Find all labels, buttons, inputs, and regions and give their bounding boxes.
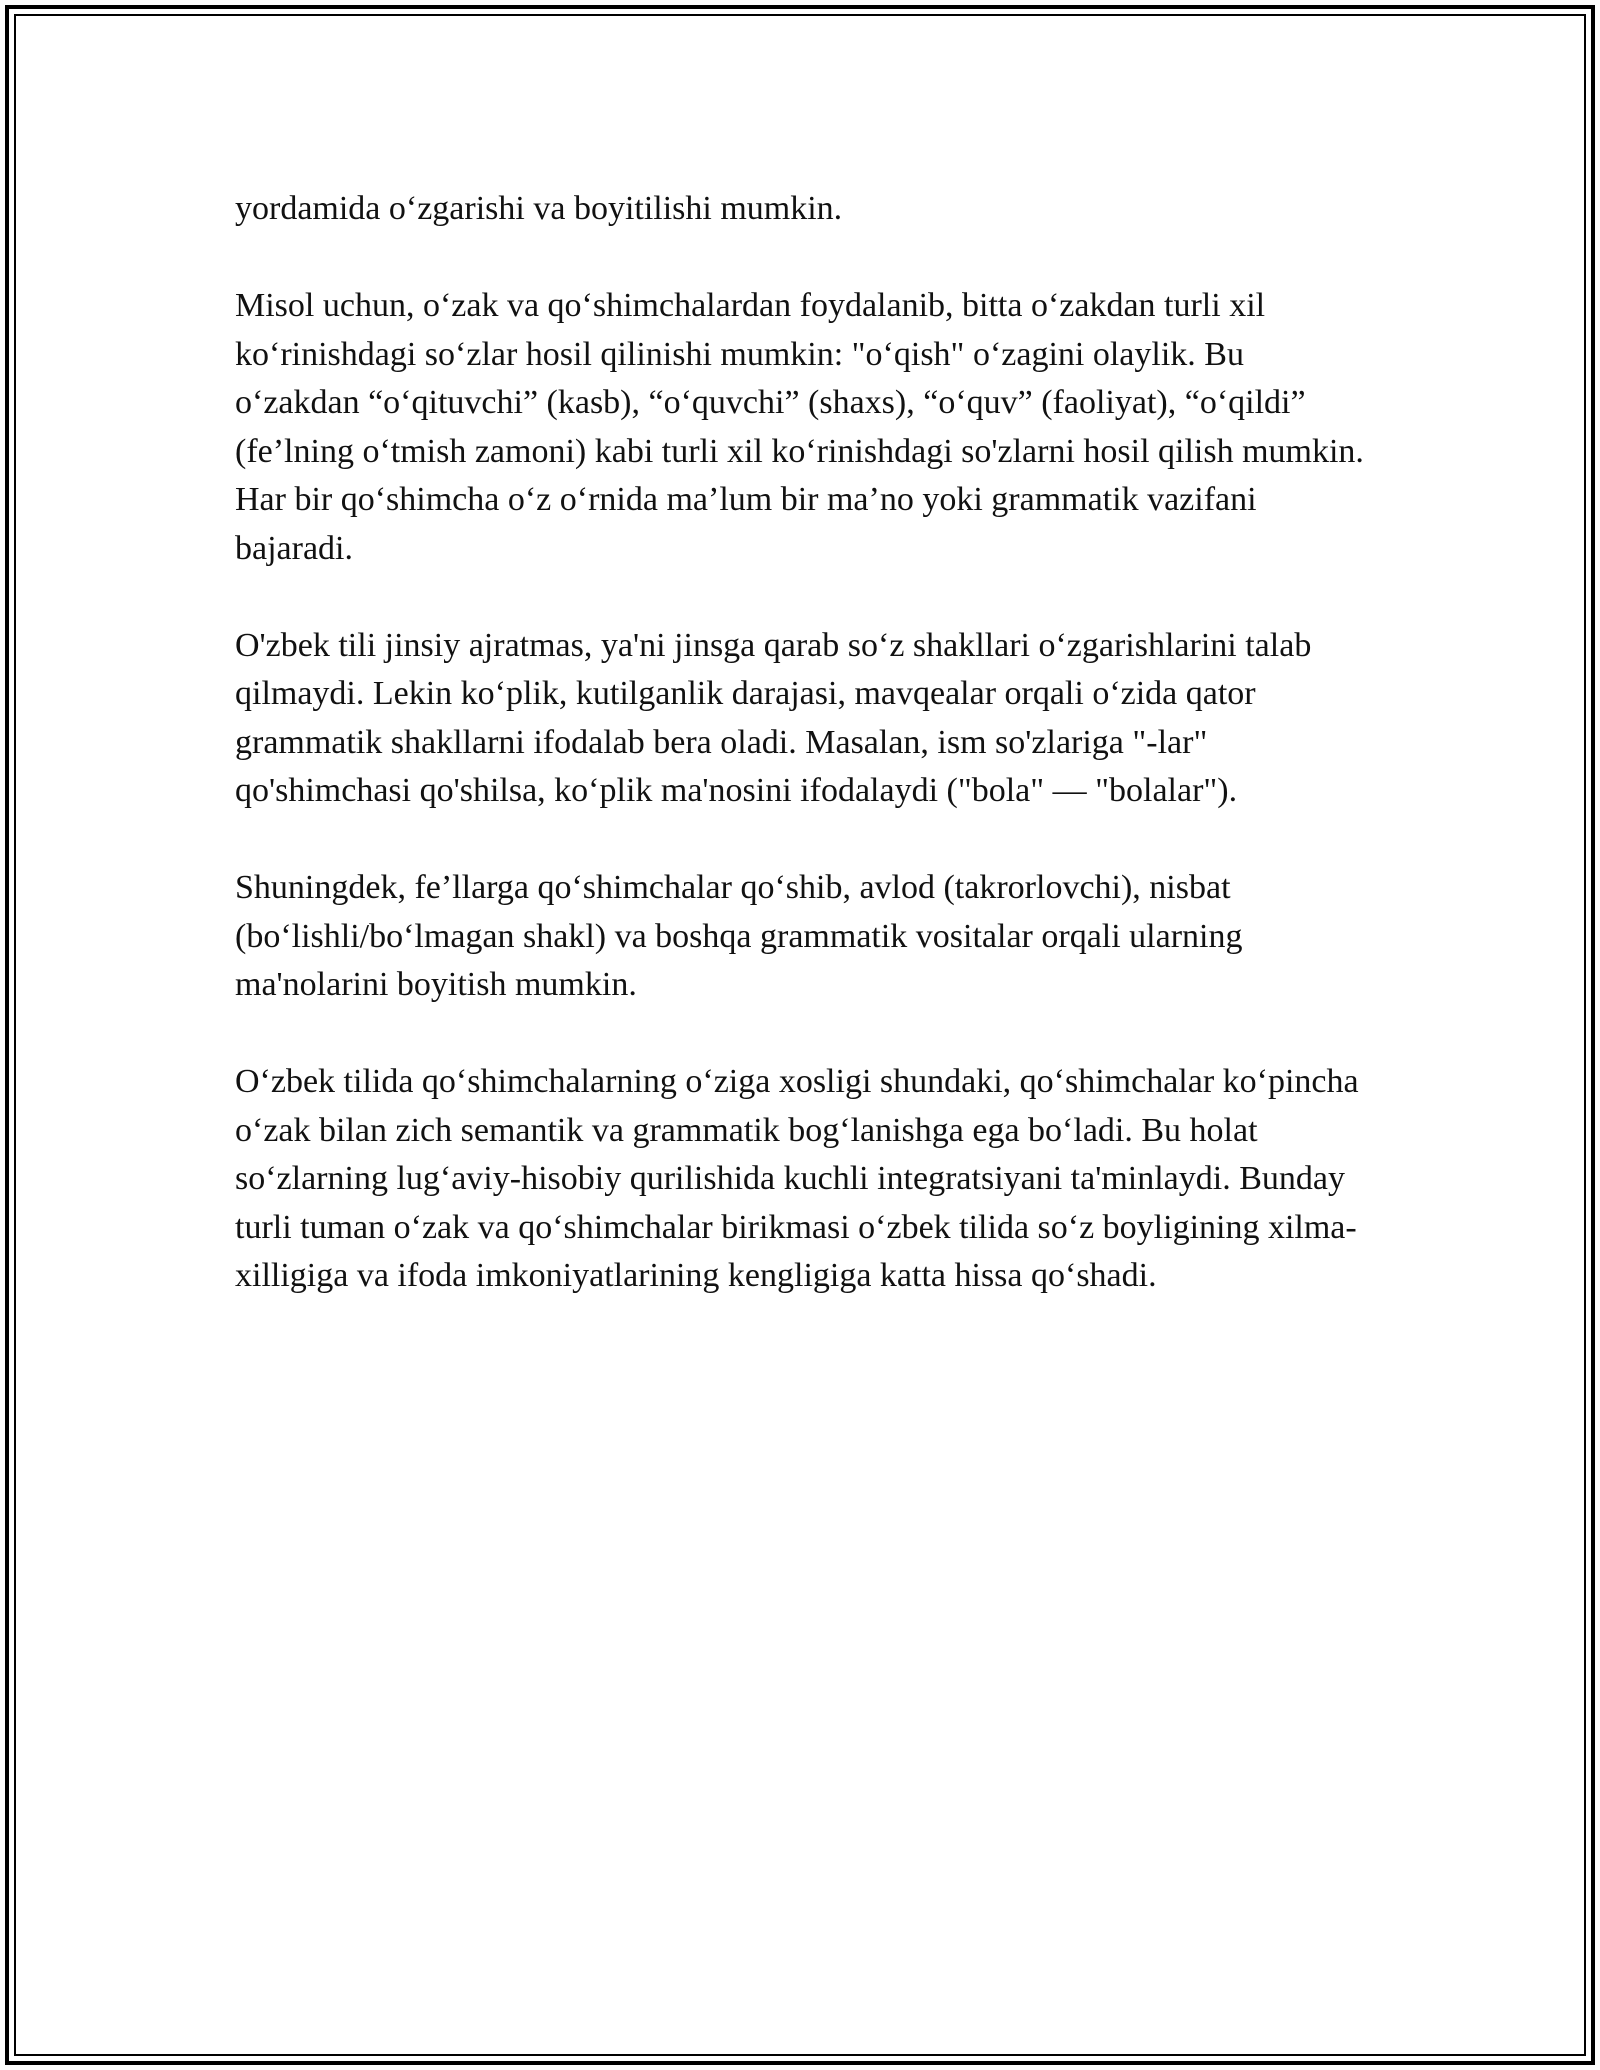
document-body xyxy=(235,185,1375,1349)
paragraph-3: O'zbek tili jinsiy ajratmas, ya'ni jinsga qarab so‘z shakllari o‘zgarishlarini talab qilmaydi. Lekin ko‘plik, kutilganlik darajasi, mavqealar orqali o‘zida qator grammatik shakllarni ifodalab bera oladi. Masalan, ism so'zlariga "-lar" qo'shimchasi qo'shilsa, ko‘plik ma'nosini ifodalaydi ("bola" — "bolalar"). xyxy=(235,626,1312,809)
paragraph-2: Misol uchun, o‘zak va qo‘shimchalardan foydalanib, bitta o‘zakdan turli xil ko‘rinishdagi so‘zlar hosil qilinishi mumkin: "o‘qish" o‘zagini olaylik. Bu o‘zakdan “o‘qituvchi” (kasb), “o‘quvchi” (shaxs), “o‘quv” (faoliyat), “o‘qildi” (fe’lning o‘tmish zamoni) kabi turli xil ko‘rinishdagi so'zlarni hosil qilish mumkin. Har bir qo‘shimcha o‘z o‘rnida ma’lum bir ma’no yoki grammatik vazifani bajaradi. xyxy=(235,287,1364,567)
paragraph-4: Shuningdek, fe’llarga qo‘shimchalar qo‘shib, avlod (takrorlovchi), nisbat (bo‘lishli/bo‘lmagan shakl) va boshqa grammatik vositalar orqali ularning ma'nolarini boyitish mumkin. xyxy=(235,869,1243,1003)
paragraph-1: yordamida o‘zgarishi va boyitilishi mumkin. xyxy=(235,190,843,227)
paragraph-5: O‘zbek tilida qo‘shimchalarning o‘ziga xosligi shundaki, qo‘shimchalar ko‘pincha o‘zak bilan zich semantik va grammatik bog‘lanishga ega bo‘ladi. Bu holat so‘zlarning lug‘aviy-hisobiy qurilishida kuchli integratsiyani ta'minlaydi. Bunday turli tuman o‘zak va qo‘shimchalar birikmasi o‘zbek tilida so‘z boyligining xilma-xilligiga va ifoda imkoniyatlarining kengligiga katta hissa qo‘shadi. xyxy=(235,1063,1359,1294)
